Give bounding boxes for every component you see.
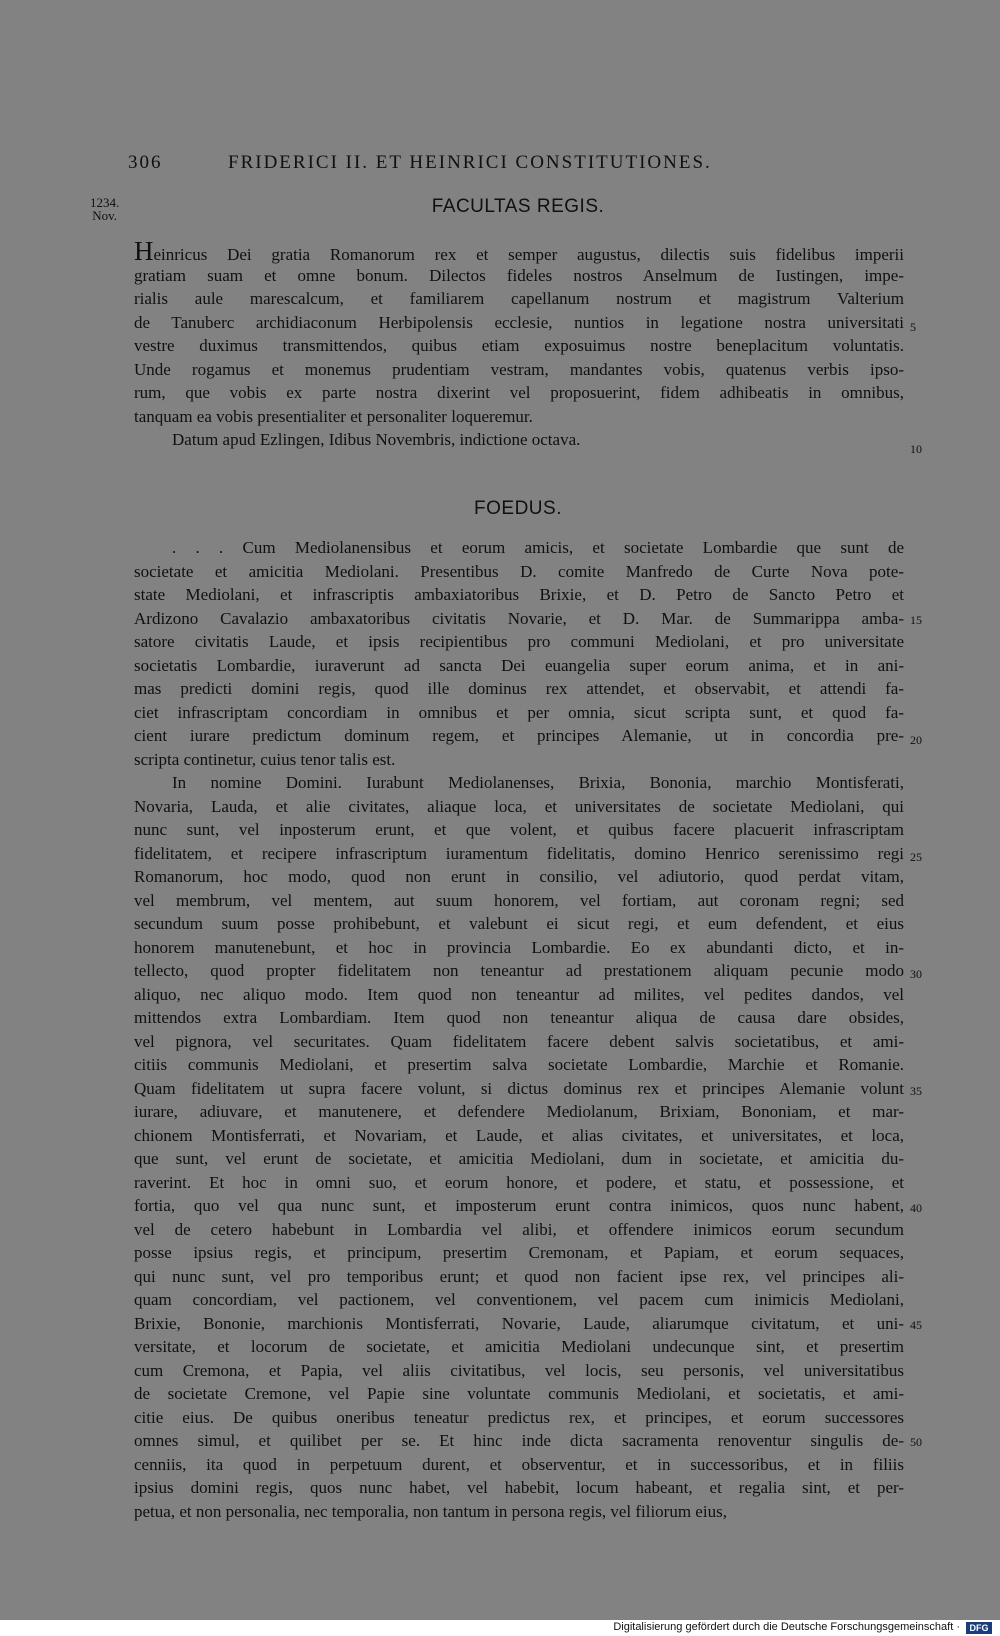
line-number: 5 — [910, 320, 916, 334]
text-line: raverint. Et hoc in omni suo, et eorum honore, et podere, et statu, et possessione, et — [134, 1172, 904, 1192]
page-number: 306 — [128, 152, 163, 173]
line-number: 35 — [910, 1084, 922, 1098]
text-line: de Tanuberc archidiaconum Herbipolensis ecclesie, nuntios in legatione nostra universitati — [134, 312, 904, 332]
text-line: cient iurare predictum dominum regem, et principes Alemanie, ut in concordia pre- — [134, 726, 904, 745]
text-line: scripta continetur, cuius tenor talis est. — [134, 749, 396, 769]
text-line: chionem Montisferrati, et Novariam, et Laude, et alias civitates, et universitates, et loca, — [134, 1125, 904, 1145]
line-number: 40 — [910, 1201, 922, 1215]
text-line: secundum suum posse prohibebunt, et valebunt ei sicut regi, et eum defendent, et eius — [134, 914, 904, 933]
text-line: nunc sunt, vel inposterum erunt, et que volent, et quibus facere placuerit infrascriptam — [134, 820, 904, 839]
margin-month: Nov. — [92, 208, 118, 223]
text-line: citie eius. De quibus oneribus teneatur predictus rex, et principes, et eorum successores — [134, 1407, 904, 1427]
footer-credit: Digitalisierung gefördert durch die Deutsche Forschungsgemeinschaft · — [613, 1621, 960, 1633]
text-line: rialis aule marescalcum, et familiarem capellanum nostrum et magistrum Valterium — [134, 289, 904, 308]
text-line: quam concordiam, vel pactionem, vel conventionem, vel pacem cum inimicis Mediolani, — [134, 1290, 904, 1309]
text-line: petua, et non personalia, nec temporalia, non tantum in persona regis, vel filiorum eius, — [134, 1501, 727, 1521]
text-line: cum Cremona, et Papia, vel aliis civitatibus, vel locis, seu personis, vel universitatibus — [134, 1360, 904, 1380]
text-line: state Mediolani, et infrascriptis ambaxiatoribus Brixie, et D. Petro de Sancto Petro et — [134, 585, 904, 604]
line-number: 20 — [910, 733, 922, 747]
line-number: 50 — [910, 1435, 922, 1449]
text-line: rum, que vobis ex parte nostra dixerint vel proposuerint, fidem adhibeatis in omnibus, — [134, 383, 904, 402]
text-line: Unde rogamus et monemus prudentiam vestram, mandantes vobis, quatenus verbis ipso- — [134, 359, 904, 379]
text-line: ciet infrascriptam concordiam in omnibus et per omnia, sicut scripta sunt, et quod fa- — [134, 702, 904, 722]
text-line: Brixie, Bononie, marchionis Montisferrati, Novarie, Laude, aliarumque civitatum, et uni- — [134, 1313, 904, 1333]
text-line: cenniis, ita quod in perpetuum durent, et observentur, et in successoribus, et in filiis — [134, 1454, 904, 1474]
text-line: societate et amicitia Mediolani. Presentibus D. comite Manfredo de Curte Nova pote- — [134, 561, 904, 581]
section-title-facultas: FACULTAS REGIS. — [431, 196, 605, 217]
margin-year: 1234. — [90, 195, 120, 210]
running-title: FRIDERICI II. ET HEINRICI CONSTITUTIONES. — [228, 152, 712, 173]
text-line: satore civitatis Laude, et ipsis recipientibus pro communi Mediolani, et pro universitate — [134, 632, 904, 651]
text-line: vel pignora, vel securitates. Quam fidelitatem facere debent salvis societatibus, et ami- — [134, 1031, 904, 1051]
section-title-foedus: FOEDUS. — [474, 498, 562, 519]
datum-line: Datum apud Ezlingen, Idibus Novembris, indictione octava. — [172, 430, 581, 449]
text-line: posse ipsius regis, et principum, presertim Cremonam, et Papiam, et eorum sequaces, — [134, 1243, 904, 1262]
text-line: Romanorum, hoc modo, quod non erunt in consilio, vel adiutorio, quod perdat vitam, — [134, 867, 904, 886]
text-line: honorem manutenebunt, et hoc in provincia Lombardie. Eo ex abundanti dicto, et in- — [134, 937, 904, 957]
text-line — [134, 236, 904, 266]
line-number: 25 — [910, 850, 922, 864]
line-number: 15 — [910, 613, 922, 627]
text-line: tanquam ea vobis presentialiter et personaliter loqueremur. — [134, 406, 533, 426]
text-line: mittendos extra Lombardiam. Item quod non teneantur aliqua de causa dare obsides, — [134, 1008, 904, 1027]
drop-initial: H — [134, 236, 154, 266]
text-line: aliquo, nec aliquo modo. Item quod non teneantur ad milites, vel pedites dandos, vel — [134, 984, 904, 1004]
text-line: de societate Cremone, vel Papie sine voluntate communis Mediolani, et societatis, et ami- — [134, 1384, 904, 1403]
text-line: Quam fidelitatem ut supra facere volunt, si dictus dominus rex et principes Alemanie volunt — [134, 1078, 904, 1098]
line-number: 10 — [910, 442, 922, 456]
text-line: ipsius domini regis, quos nunc habet, vel habebit, locum habeant, et regalia sint, et per- — [134, 1478, 904, 1497]
text-line: vel de cetero habebunt in Lombardia vel alibi, et offendere inimicos eorum secundum — [134, 1219, 904, 1239]
text-line: gratiam suam et omne bonum. Dilectos fideles nostros Anselmum de Iustingen, impe- — [134, 265, 904, 285]
text-line: iurare, adiuvare, et manutenere, et defendere Mediolanum, Brixiam, Bononiam, et mar- — [134, 1102, 904, 1121]
text-line: versitate, et locorum de societate, et amicitia Mediolani undecunque sint, et presertim — [134, 1337, 904, 1356]
text-line-rest: einricus Dei gratia Romanorum rex et semper augustus, dilectis suis fidelibus imperii — [153, 245, 904, 264]
text-line: citiis communis Mediolani, et presertim salva societate Lombardie, Marchie et Romanie. — [134, 1055, 904, 1074]
text-line: fortia, quo vel qua nunc sunt, et imposterum erunt contra inimicos, quos nunc habent, — [134, 1196, 904, 1215]
text-line: omnes simul, et quilibet per se. Et hinc inde dicta sacramenta renoventur singulis de- — [134, 1431, 904, 1450]
text-line: mas predicti domini regis, quod ille dominus rex attendet, et observabit, et attendi fa- — [134, 679, 904, 698]
text-block-foedus — [134, 536, 904, 1523]
text-line: vestre duximus transmittendos, quibus etiam exposuimus nostre beneplacitum voluntatis. — [134, 336, 904, 355]
running-head — [128, 152, 928, 174]
text-line: Ardizono Cavalazio ambaxatoribus civitatis Novarie, et D. Mar. de Summarippa amba- — [134, 608, 904, 628]
line-number: 30 — [910, 967, 922, 981]
text-line: societatis Lombardie, iuraverunt ad sancta Dei euangelia super eorum anima, et in ani- — [134, 655, 904, 675]
text-line: tellecto, quod propter fidelitatem non teneantur ad prestationem aliquam pecunie modo — [134, 961, 904, 980]
text-line: qui nunc sunt, vel pro temporibus erunt; et quod non facient ipse rex, vel principes ali- — [134, 1266, 904, 1286]
text-line: In nomine Domini. Iurabunt Mediolanenses, Brixia, Bononia, marchio Montisferati, — [172, 773, 904, 792]
dfg-logo-icon: DFG — [966, 1622, 992, 1634]
text-line: Novaria, Lauda, et alie civitates, aliaque loca, et universitates de societate Mediolani, qui — [134, 796, 904, 816]
text-line: . . . Cum Mediolanensibus et eorum amicis, et societate Lombardie que sunt de — [172, 538, 904, 557]
line-number: 45 — [910, 1318, 922, 1332]
text-block-facultas — [134, 236, 904, 452]
text-line: fidelitatem, et recipere infrascriptum iuramentum fidelitatis, domino Henrico serenissimo regi — [134, 843, 904, 863]
text-line: que sunt, vel erunt de societate, et amicitia Mediolani, dum in societate, et amicitia du- — [134, 1149, 904, 1168]
text-line: vel membrum, vel mentem, aut suum honorem, vel fortiam, aut coronam regni; sed — [134, 890, 904, 910]
